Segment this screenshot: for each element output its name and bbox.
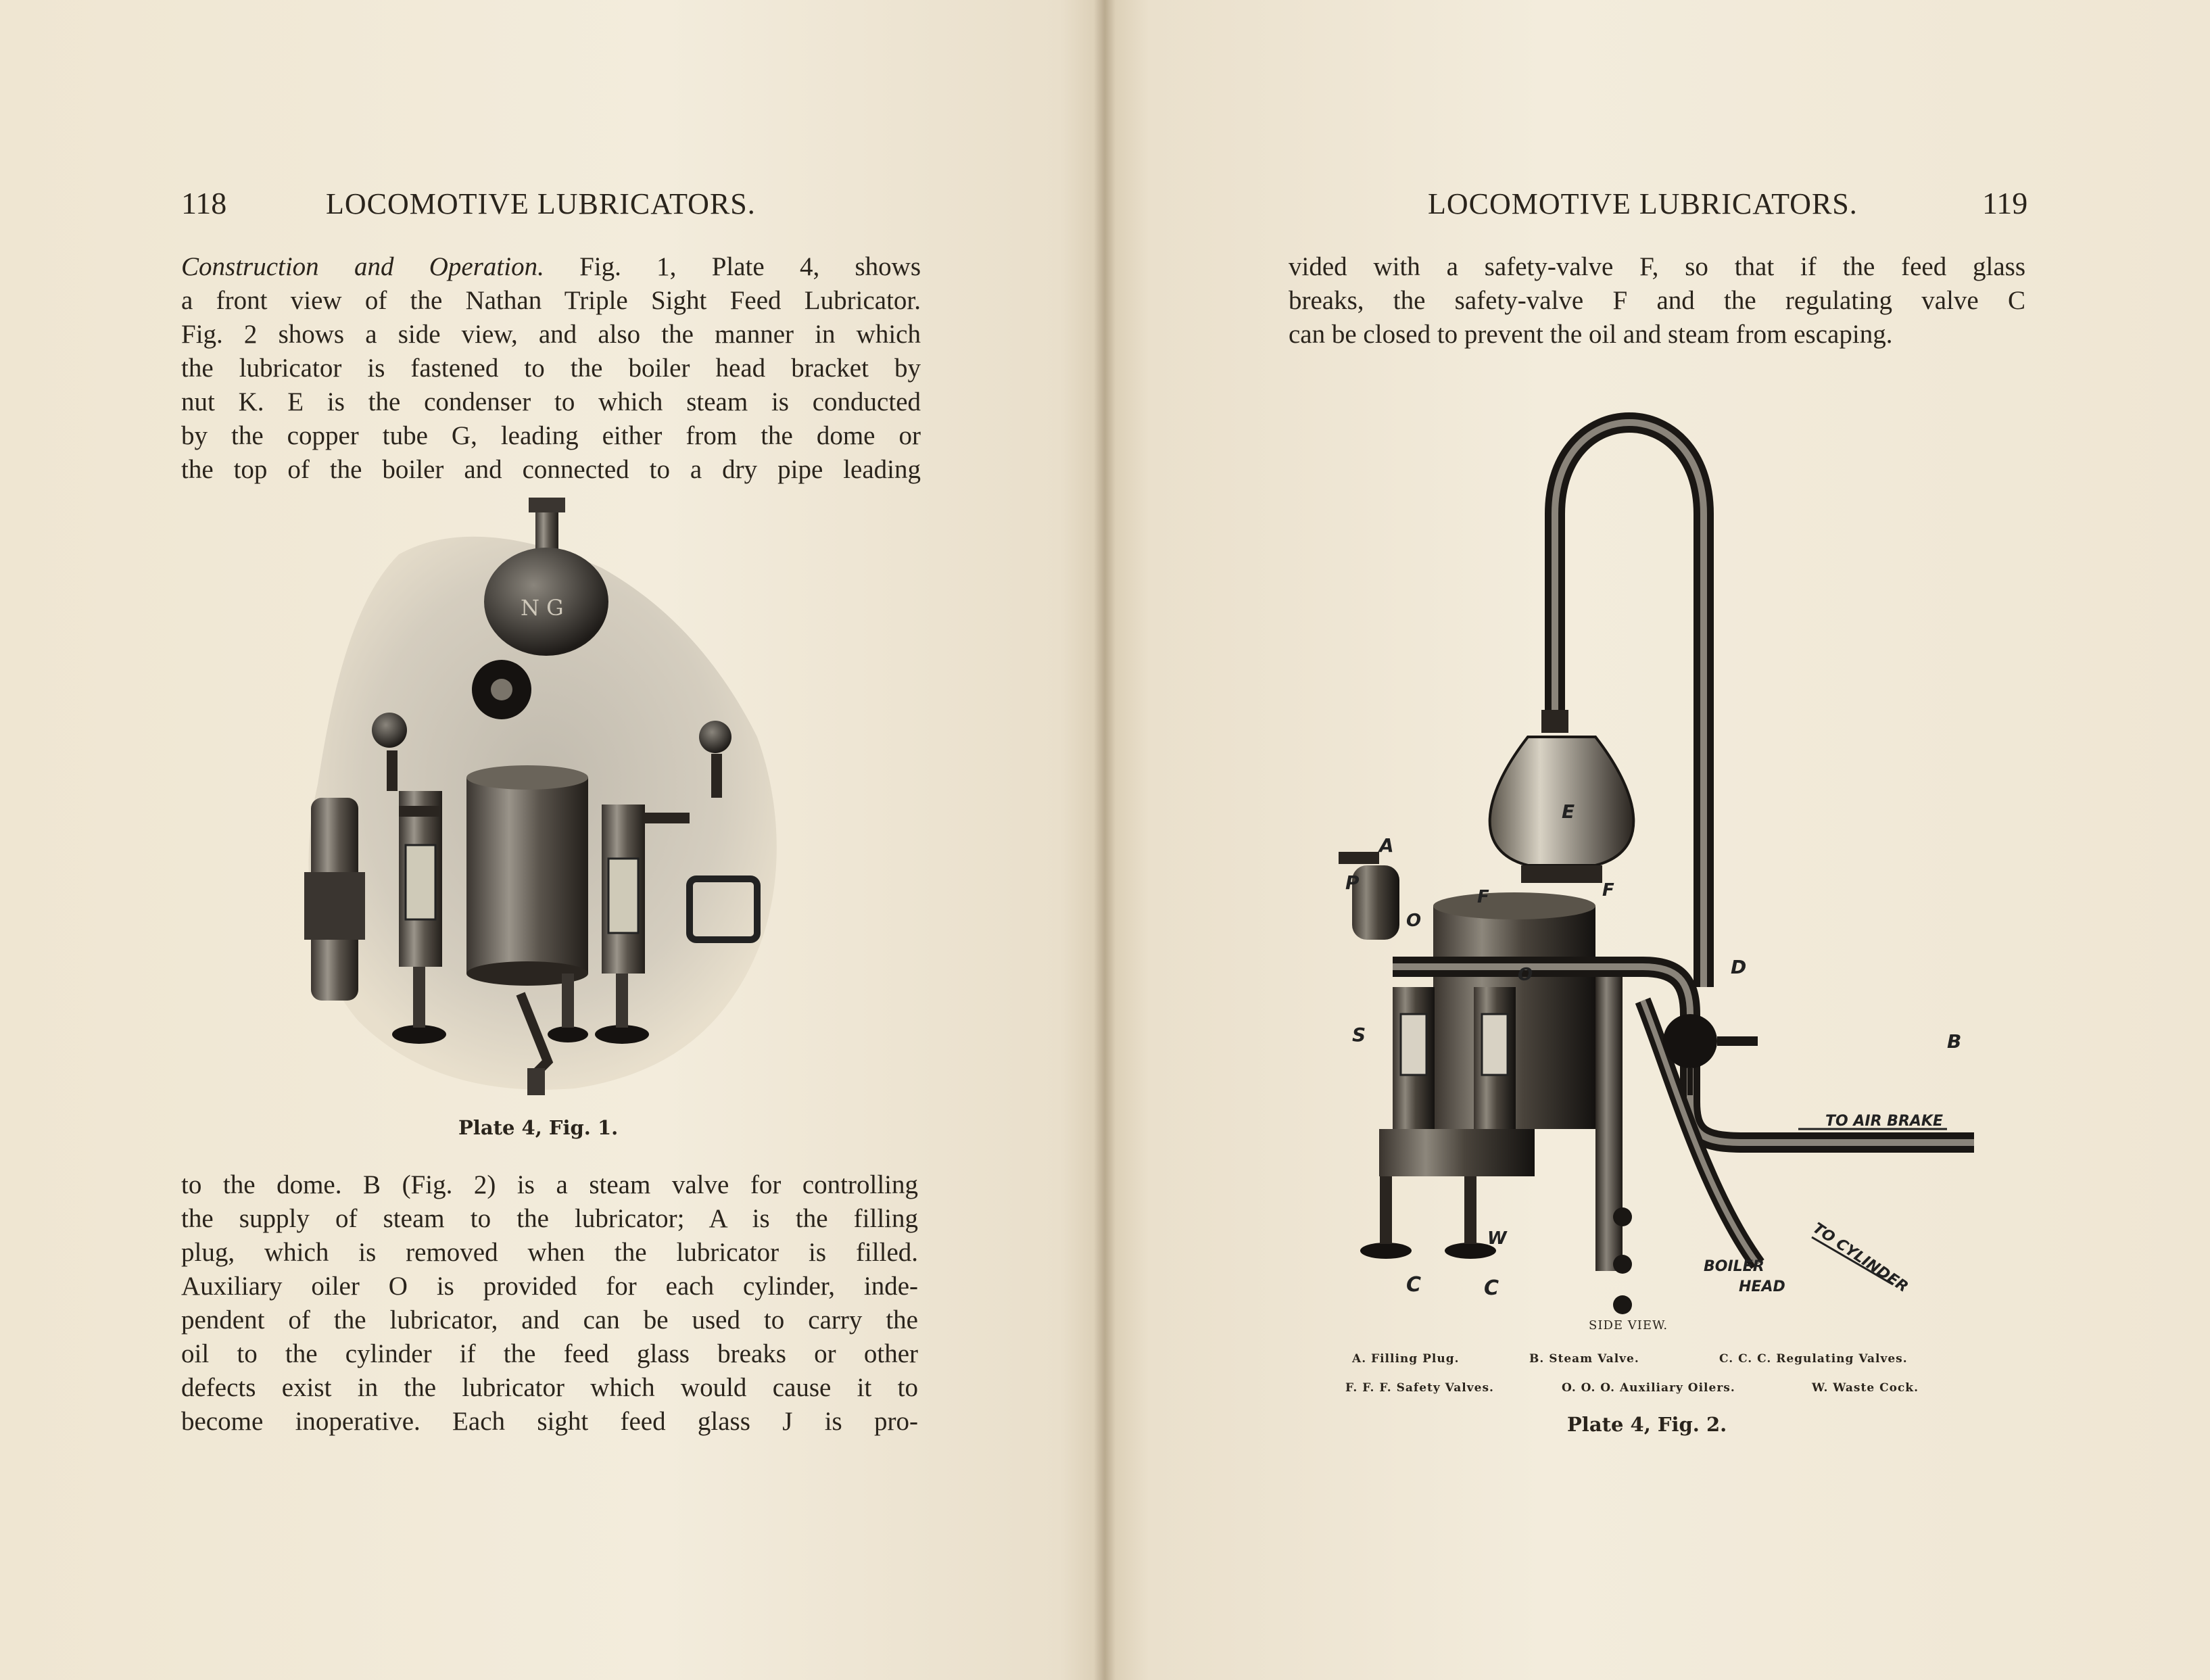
text-line: to the dome. B (Fig. 2) is a steam valve for controlling: [181, 1170, 918, 1199]
label-c-left: C: [1406, 1273, 1422, 1297]
head-label: HEAD: [1739, 1278, 1785, 1295]
text-line: plug, which is removed when the lubricator is filled.: [181, 1238, 918, 1267]
text-line: [181, 250, 921, 284]
left-paragraph-2: [181, 1168, 918, 1439]
right-paragraph: [1289, 250, 2025, 352]
lubricator-side-view-diagram: [1325, 392, 1988, 1325]
text-line: the top of the boiler and connected to a dry pipe leading: [181, 455, 921, 484]
label-f-left: F: [1477, 887, 1489, 907]
text-line: the supply of steam to the lubricator; A is the filling: [181, 1204, 918, 1233]
label-b: B: [1947, 1030, 1962, 1053]
lubricator-front-view-illustration: [284, 494, 804, 1109]
label-w: W: [1487, 1228, 1507, 1249]
svg-text:N G: N G: [521, 595, 564, 621]
left-paragraph-1: [181, 250, 921, 487]
label-s: S: [1352, 1024, 1366, 1046]
italic-lead: Construction and Operation.: [181, 252, 544, 281]
label-e: E: [1562, 800, 1575, 823]
text-line: by the copper tube G, leading either from the dome or: [181, 421, 921, 450]
label-a: A: [1379, 834, 1394, 857]
boiler-label: BOILER: [1704, 1258, 1764, 1275]
text-line: vided with a safety-valve F, so that if the feed glass: [1289, 252, 2025, 281]
label-p: P: [1345, 871, 1360, 894]
text-line: Fig. 2 shows a side view, and also the manner in which: [181, 320, 921, 349]
text-line: become inoperative. Each sight feed glass J is pro-: [181, 1407, 918, 1436]
legend-filling-plug: A. Filling Plug.: [1352, 1352, 1460, 1366]
text-line: the lubricator is fastened to the boiler head bracket by: [181, 354, 921, 383]
label-c-right: C: [1484, 1276, 1499, 1300]
left-page-number: 118: [181, 186, 227, 220]
text-line: oil to the cylinder if the feed glass breaks or other: [181, 1339, 918, 1368]
figure-2-caption: Plate 4, Fig. 2.: [1567, 1413, 1727, 1436]
text-line: defects exist in the lubricator which would cause it to: [181, 1373, 918, 1402]
text-line: can be closed to prevent the oil and steam from escaping.: [1289, 320, 1893, 349]
legend-waste-cock: W. Waste Cock.: [1812, 1381, 1919, 1395]
text-line: pendent of the lubricator, and can be used to carry the: [181, 1305, 918, 1335]
text-fragment: Fig. 1, Plate 4, shows: [544, 252, 921, 281]
right-running-head: LOCOMOTIVE LUBRICATORS.: [1428, 187, 1858, 220]
to-air-brake-label: TO AIR BRAKE: [1825, 1113, 1943, 1130]
label-o-left: O: [1406, 911, 1422, 931]
book-gutter: [1094, 0, 1115, 1680]
right-page-number: 119: [1982, 186, 2028, 220]
text-line: Auxiliary oiler O is provided for each cylinder, inde-: [181, 1272, 918, 1301]
legend-regulating-valves: C. C. C. Regulating Valves.: [1719, 1352, 1908, 1366]
label-d: D: [1731, 956, 1747, 978]
text-line: a front view of the Nathan Triple Sight Feed Lubricator.: [181, 286, 921, 315]
legend-safety-valves: F. F. F. Safety Valves.: [1345, 1381, 1494, 1395]
figure-1-caption: Plate 4, Fig. 1.: [458, 1116, 619, 1139]
to-cylinder-label: TO CYLINDER: [1809, 1220, 1911, 1296]
legend-auxiliary-oilers: O. O. O. Auxiliary Oilers.: [1562, 1381, 1735, 1395]
label-o-center: O: [1518, 965, 1533, 985]
label-f-right: F: [1602, 880, 1614, 901]
left-running-head: LOCOMOTIVE LUBRICATORS.: [326, 187, 756, 220]
text-line: breaks, the safety-valve F and the regulating valve C: [1289, 286, 2025, 315]
text-line: nut K. E is the condenser to which steam is conducted: [181, 387, 921, 416]
legend-steam-valve: B. Steam Valve.: [1529, 1352, 1639, 1366]
side-view-label: SIDE VIEW.: [1589, 1318, 1668, 1333]
